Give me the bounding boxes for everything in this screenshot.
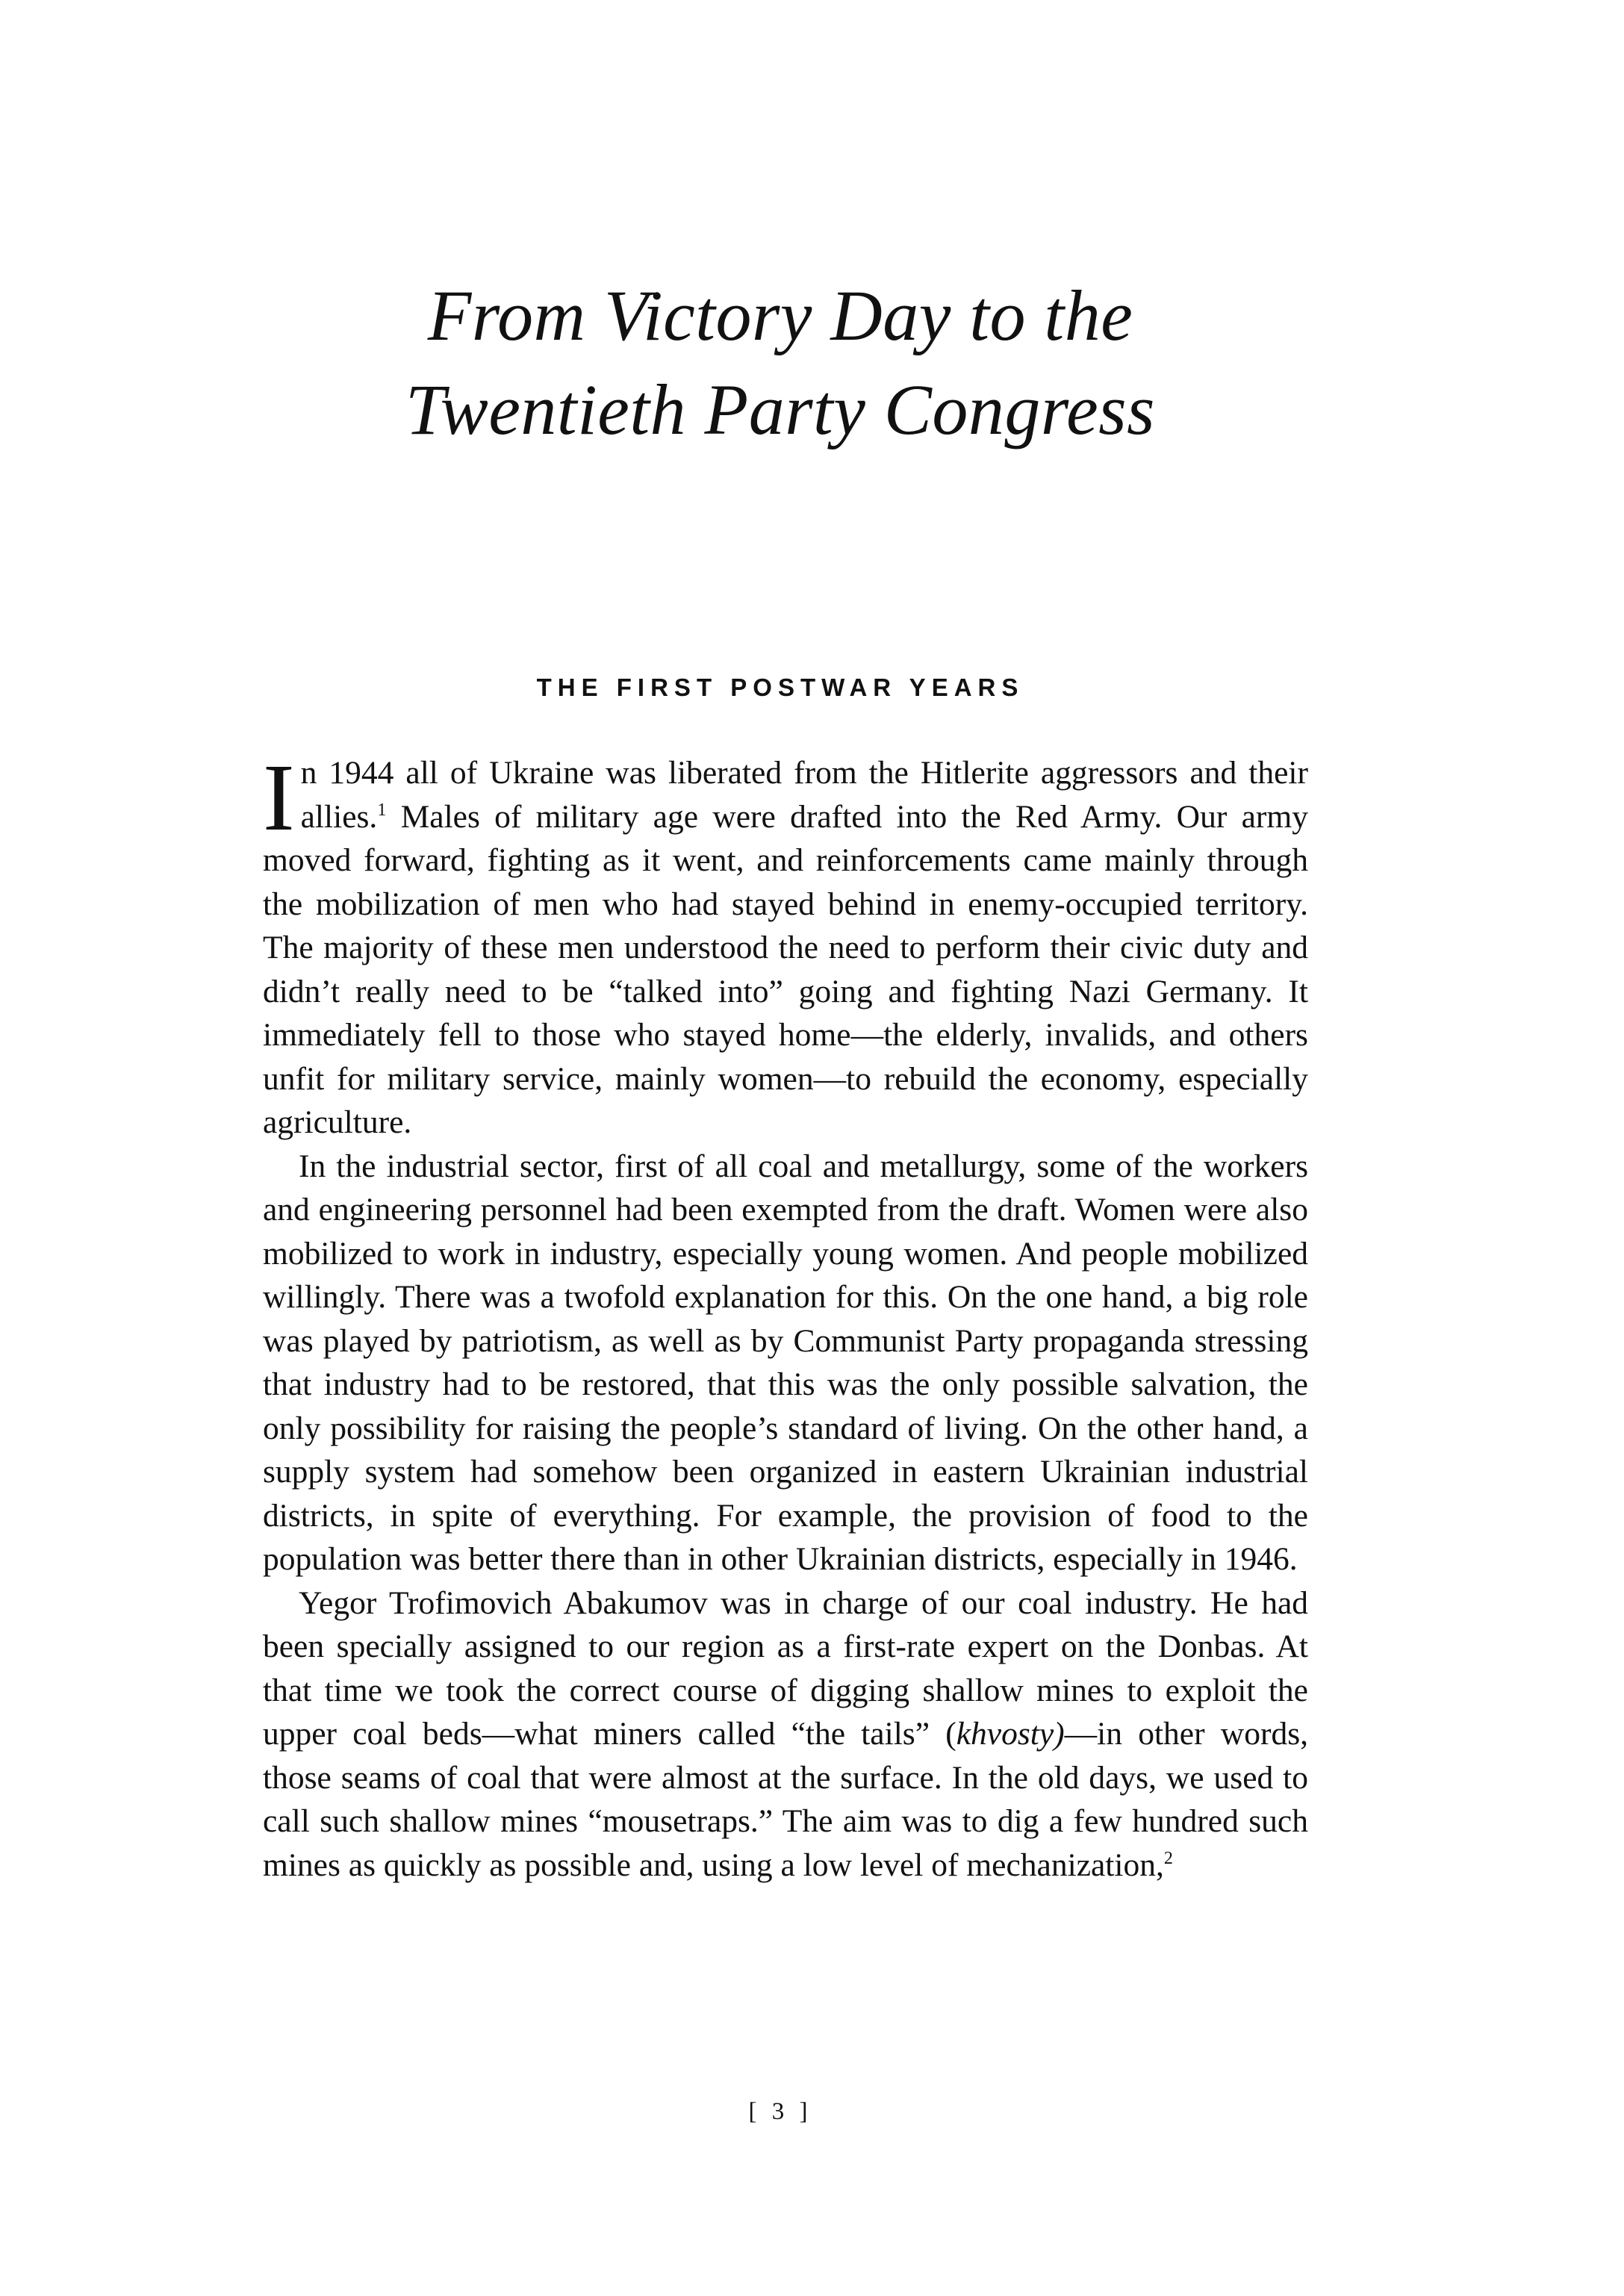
paragraph-3-text-b: —in other words, those seams of coal that were almost at the surface. In the old days, we used to call such shallow mines “mousetraps.” The aim was to dig a few hundred such mines as quickly as possible and, using a low level of mechanization, xyxy=(263,1716,1308,1883)
paragraph-1 xyxy=(263,744,1308,1145)
footnote-marker-1: 1 xyxy=(377,800,387,820)
page-number: [ 3 ] xyxy=(748,2098,812,2125)
drop-cap: I xyxy=(263,744,295,850)
chapter-title xyxy=(0,269,1561,457)
paragraph-3 xyxy=(263,1581,1308,1888)
paragraph-3-text-a: Yegor Trofimovich Abakumov was in charge of our coal industry. He had been specially assigned to our region as a first-rate expert on the Donbas. At that time we took the correct course of digging shallow mines to exploit the upper coal beds—what miners called “the tails” ( xyxy=(263,1584,1308,1752)
section-heading: THE FIRST POSTWAR YEARS xyxy=(536,673,1024,701)
paragraph-1-text-b: Males of military age were drafted into the Red Army. Our army moved forward, fighting as it went, and reinforcements came mainly through the mobilization of men who had stayed behind in enemy-occupied territory. The majority of these men understood the need to perform their civic duty and didn’t really need to be “talked into” going and fighting Nazi Germany. It immediately fell to those who stayed home—the elderly, invalids, and others unfit for military service, mainly women—to rebuild the economy, especially agriculture. xyxy=(263,798,1308,1140)
italic-term: khvosty) xyxy=(956,1716,1065,1752)
body-text xyxy=(263,744,1308,1887)
paragraph-1-text-a: n 1944 all of Ukraine was liberated from the Hitlerite aggressors and their allies. xyxy=(300,755,1308,835)
chapter-title-line-1: From Victory Day to the xyxy=(427,276,1133,355)
chapter-title-line-2: Twentieth Party Congress xyxy=(405,370,1155,449)
footnote-marker-2: 2 xyxy=(1163,1848,1173,1868)
paragraph-2: In the industrial sector, first of all coal and metallurgy, some of the workers and engineering personnel had been exempted from the draft. Women were also mobilized to work in industry, especially young women. And people mobilized willingly. There was a twofold explanation for this. On the one hand, a big role was played by patriotism, as well as by Communist Party propaganda stressing that industry had to be restored, that this was the only possible salvation, the only possibility for raising the people’s standard of living. On the other hand, a supply system had somehow been organized in eastern Ukrainian industrial districts, in spite of everything. For example, the provision of food to the population was better there than in other Ukrainian districts, especially in 1946. xyxy=(263,1148,1308,1577)
